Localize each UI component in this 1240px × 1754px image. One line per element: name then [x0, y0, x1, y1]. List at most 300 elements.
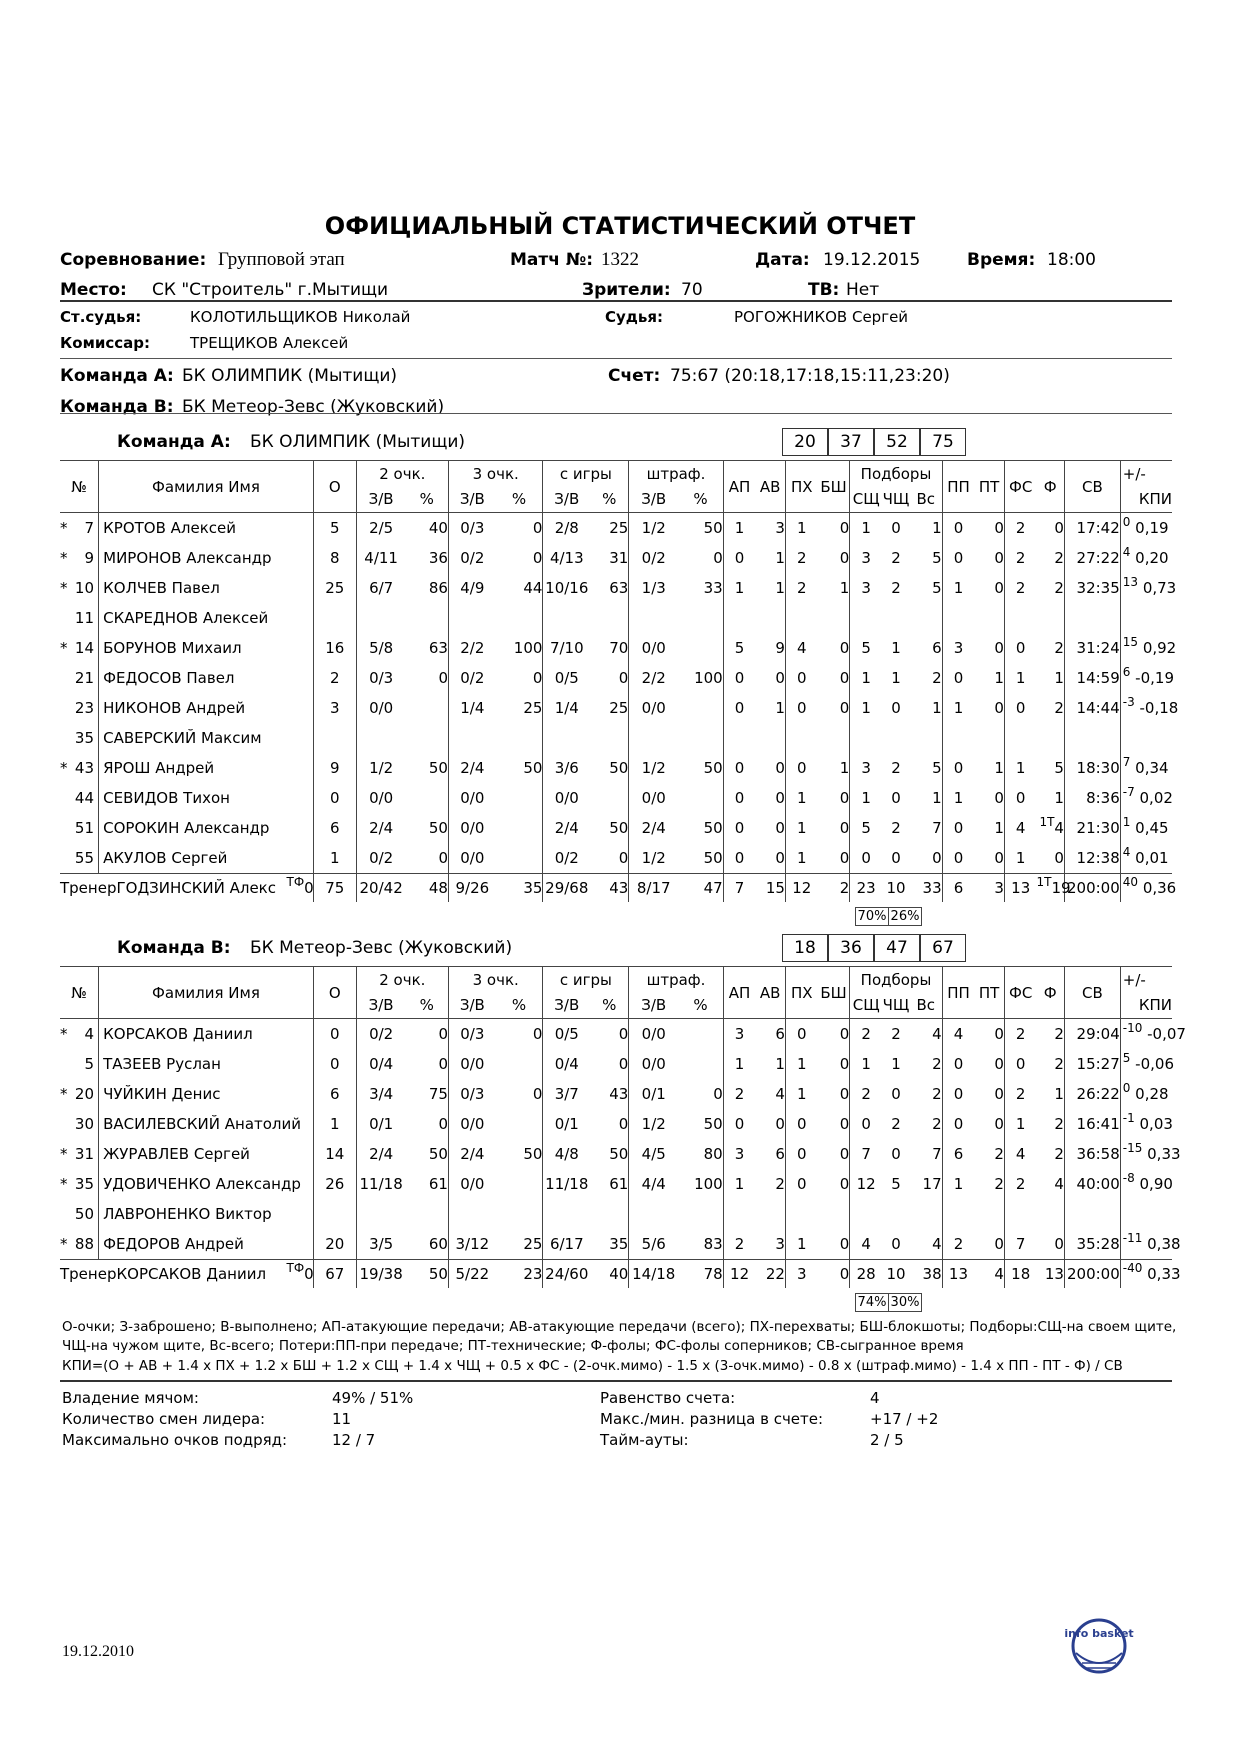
pts-cell: 5 [313, 513, 356, 544]
plus-minus-value: -10 [1122, 1021, 1143, 1035]
three-pt-pct-cell: 50 [496, 753, 543, 783]
col-pp-header: ПП [942, 967, 974, 1019]
dreb-cell: 0 [861, 849, 871, 867]
dreb-cell: 1 [861, 699, 871, 717]
technical-fouls-label: ТФ [286, 1261, 305, 1275]
player-number: 35 [74, 729, 94, 747]
plus-minus-value: -15 [1122, 1141, 1143, 1155]
stl-cell: 0 [797, 759, 807, 777]
two-pt-pct-cell: 36 [406, 543, 449, 573]
stl-cell: 3 [785, 1260, 817, 1289]
three-pt-pct-cell: 25 [496, 693, 543, 723]
date-label: Дата: [755, 250, 810, 270]
ft-pct-cell [678, 603, 723, 633]
kpi-value: -0,07 [1142, 1025, 1186, 1043]
ft-cell [629, 723, 678, 753]
player-name: КОРСАКОВ Даниил [99, 1019, 314, 1050]
ft-cell: 0/2 [641, 549, 666, 567]
lead-changes-value: 11 [332, 1410, 352, 1428]
dreb-cell: 28 [850, 1260, 882, 1289]
fs-cell: 2 [1015, 519, 1026, 537]
fg-pct-cell: 0 [590, 1049, 629, 1079]
fs-cell: 1 [1015, 1115, 1026, 1133]
pts-cell: 25 [313, 573, 356, 603]
two-pt-pct-cell [406, 603, 449, 633]
pts-cell: 9 [313, 753, 356, 783]
two-pt-pct-cell [406, 783, 449, 813]
plus-minus-value: 0 [1122, 515, 1131, 529]
blk-cell [818, 603, 850, 633]
player-no-cell [60, 633, 99, 663]
asv-cell: 6 [755, 1139, 785, 1169]
player-number: 23 [74, 699, 94, 717]
two-pt-pct-cell: 50 [406, 1260, 449, 1289]
ft-cell: 0/0 [641, 1055, 666, 1073]
two-pt-pct-cell: 48 [406, 874, 449, 903]
ft-cell: 2/2 [641, 669, 666, 687]
fg-cell: 0/5 [554, 1025, 579, 1043]
ft-cell: 14/18 [629, 1260, 678, 1289]
pts-cell: 8 [313, 543, 356, 573]
fg-pct-cell [590, 1199, 629, 1229]
team-b-label: Команда В: [60, 397, 174, 417]
header-row [60, 461, 1172, 487]
team-a-q3: 52 [874, 428, 920, 456]
pts-cell: 26 [313, 1169, 356, 1199]
min-cell: 8:36 [1064, 783, 1120, 813]
player-no-cell [60, 693, 99, 723]
treb-cell: 5 [910, 753, 942, 783]
fouls-cell: 2 [1037, 1139, 1065, 1169]
fs-cell: 13 [1004, 874, 1036, 903]
blk-cell: 0 [818, 1079, 850, 1109]
treb-cell: 33 [910, 874, 942, 903]
treb-cell: 4 [910, 1229, 942, 1260]
asv-cell [755, 723, 785, 753]
blk-cell: 1 [818, 753, 850, 783]
plus-minus-value: 7 [1122, 755, 1131, 769]
min-cell: 40:00 [1064, 1169, 1120, 1199]
fouls-cell: 2 [1037, 573, 1065, 603]
col-2pt-header: 2 очк. [356, 967, 448, 993]
infobasket-logo [1064, 1615, 1134, 1677]
pp-cell: 0 [953, 849, 964, 867]
player-row [60, 1169, 1172, 1199]
chief-referee-label: Ст.судья: [60, 308, 142, 326]
col-stl-header: ПХ [785, 461, 817, 513]
oreb-cell [882, 1199, 910, 1229]
three-pt-pct-cell: 35 [496, 874, 543, 903]
three-pt-pct-cell: 0 [496, 543, 543, 573]
player-no-cell [60, 753, 99, 783]
fs-cell: 2 [1015, 579, 1026, 597]
ast-cell: 0 [734, 789, 745, 807]
col-name-header: Фамилия Имя [99, 967, 314, 1019]
player-no-cell [60, 723, 99, 753]
fouls-cell [1037, 603, 1065, 633]
fg-pct-cell: 63 [590, 573, 629, 603]
col-ast-header: АП [723, 461, 755, 513]
asv-cell: 0 [755, 783, 785, 813]
team-a-q4: 75 [920, 428, 966, 456]
ft-cell: 2/4 [641, 819, 666, 837]
match-label: Матч №: [510, 250, 594, 270]
col-blk-header: БШ [818, 461, 850, 513]
player-no-cell [60, 1049, 99, 1079]
min-cell: 35:28 [1064, 1229, 1120, 1260]
header-row [60, 967, 1172, 993]
two-pt-pct-cell: 50 [406, 1139, 449, 1169]
ast-cell [723, 603, 755, 633]
team-a-oreb-pct: 26% [888, 907, 922, 926]
fg-pct-cell: 70 [590, 633, 629, 663]
pm-kpi-cell [1120, 1019, 1186, 1050]
pp-cell: 4 [953, 1025, 964, 1043]
asv-cell: 1 [755, 573, 785, 603]
ft-pct-cell [678, 693, 723, 723]
stl-cell [785, 603, 817, 633]
referee-value: РОГОЖНИКОВ Сергей [734, 308, 909, 326]
timeouts-value: 2 / 5 [870, 1431, 904, 1449]
player-number: 50 [74, 1205, 94, 1223]
starter-mark: * [60, 1235, 68, 1253]
col-pct-header: % [406, 993, 449, 1019]
pp-cell: 2 [953, 1235, 964, 1253]
fg-pct-cell: 50 [590, 753, 629, 783]
player-row [60, 633, 1172, 663]
fs-cell [1004, 1199, 1036, 1229]
coach-label: Тренер [60, 1265, 117, 1283]
player-name: МИРОНОВ Александр [99, 543, 314, 573]
possession-label: Владение мячом: [62, 1389, 199, 1407]
player-name: ТАЗЕЕВ Руслан [99, 1049, 314, 1079]
fg-pct-cell [590, 723, 629, 753]
col-pct-header: % [496, 993, 543, 1019]
fouls-cell: 4 [1037, 1169, 1065, 1199]
competition-value: Групповой этап [218, 249, 345, 270]
plus-minus-value: 15 [1122, 635, 1139, 649]
pp-cell [942, 723, 974, 753]
three-pt-cell: 1/4 [460, 699, 485, 717]
ast-cell: 1 [734, 519, 745, 537]
two-pt-cell: 0/0 [369, 789, 394, 807]
fs-cell: 0 [1015, 639, 1026, 657]
blk-cell: 0 [818, 1049, 850, 1079]
player-row [60, 813, 1172, 843]
col-pt-header: ПТ [974, 461, 1004, 513]
player-row [60, 843, 1172, 874]
col-blk-header: БШ [818, 967, 850, 1019]
asv-cell: 0 [755, 1109, 785, 1139]
ft-cell: 8/17 [629, 874, 678, 903]
ft-pct-cell: 50 [678, 1109, 723, 1139]
team-b-q3: 47 [874, 934, 920, 962]
player-no-cell [60, 603, 99, 633]
pp-cell [942, 1199, 974, 1229]
min-cell: 17:42 [1064, 513, 1120, 544]
treb-cell: 5 [910, 573, 942, 603]
score-label: Счет: [608, 366, 661, 386]
team-a-label: Команда А: [60, 366, 174, 386]
fg-pct-cell: 43 [590, 874, 629, 903]
date-value: 19.12.2015 [823, 250, 921, 270]
plus-minus-value: 0 [1122, 1081, 1131, 1095]
asv-cell: 22 [755, 1260, 785, 1289]
kpi-value: 0,03 [1134, 1115, 1173, 1133]
dreb-cell: 2 [861, 1025, 871, 1043]
player-number: 35 [74, 1175, 94, 1193]
pt-cell: 0 [974, 783, 1004, 813]
asv-cell: 15 [755, 874, 785, 903]
pt-cell: 0 [974, 1079, 1004, 1109]
dreb-cell: 4 [861, 1235, 871, 1253]
two-pt-pct-cell: 0 [406, 843, 449, 874]
three-pt-cell [448, 723, 495, 753]
fg-cell: 2/4 [554, 819, 579, 837]
min-cell: 18:30 [1064, 753, 1120, 783]
fs-cell: 18 [1004, 1260, 1036, 1289]
kpi-value: 0,73 [1138, 579, 1177, 597]
asv-cell [755, 603, 785, 633]
ties-value: 4 [870, 1389, 880, 1407]
player-no-cell [60, 513, 99, 544]
three-pt-pct-cell [496, 723, 543, 753]
treb-cell: 2 [910, 663, 942, 693]
pts-cell: 3 [313, 693, 356, 723]
ast-cell: 0 [734, 549, 745, 567]
fg-pct-cell: 40 [590, 1260, 629, 1289]
oreb-cell: 2 [891, 1025, 901, 1043]
player-number: 9 [84, 549, 94, 567]
team-a-q2: 37 [828, 428, 874, 456]
ast-cell: 0 [734, 849, 745, 867]
three-pt-pct-cell: 25 [496, 1229, 543, 1260]
ft-pct-cell: 0 [678, 1079, 723, 1109]
fg-pct-cell: 0 [590, 1109, 629, 1139]
three-pt-pct-cell: 50 [496, 1139, 543, 1169]
stl-cell: 12 [785, 874, 817, 903]
blk-cell: 0 [818, 1109, 850, 1139]
pp-cell: 0 [953, 519, 964, 537]
teams-divider [60, 413, 1172, 414]
col-pct-header: % [496, 487, 543, 513]
player-number: 4 [84, 1025, 94, 1043]
min-cell: 15:27 [1064, 1049, 1120, 1079]
two-pt-cell: 4/11 [364, 549, 398, 567]
dreb-cell: 3 [861, 759, 871, 777]
starter-mark: * [60, 1145, 68, 1163]
pt-cell: 2 [974, 1169, 1004, 1199]
fouls-cell [1037, 723, 1065, 753]
pm-kpi-cell [1120, 1260, 1181, 1289]
three-pt-pct-cell: 0 [496, 663, 543, 693]
fouls-cell: 2 [1037, 633, 1065, 663]
blk-cell: 0 [818, 693, 850, 723]
col-ft-header: штраф. [629, 967, 723, 993]
ast-cell: 0 [734, 759, 745, 777]
treb-cell: 2 [910, 1079, 942, 1109]
ft-pct-cell [678, 1019, 723, 1050]
min-cell: 27:22 [1064, 543, 1120, 573]
technical-fouls-label: ТФ [286, 875, 305, 889]
treb-cell: 2 [910, 1049, 942, 1079]
player-row [60, 1109, 1172, 1139]
blk-cell: 0 [818, 783, 850, 813]
asv-cell: 0 [755, 813, 785, 843]
pp-cell: 0 [953, 1055, 964, 1073]
player-name: НИКОНОВ Андрей [99, 693, 314, 723]
col-made-att-header: З/В [629, 487, 678, 513]
ft-cell [629, 603, 678, 633]
fs-cell: 2 [1015, 1175, 1026, 1193]
blk-cell: 1 [818, 573, 850, 603]
kpi-value: 0,02 [1134, 789, 1173, 807]
col-f-header: Ф [1037, 967, 1065, 1019]
player-name: АКУЛОВ Сергей [99, 843, 314, 874]
fs-cell: 1 [1015, 849, 1026, 867]
player-name: КРОТОВ Алексей [99, 513, 314, 544]
fouls-cell [1037, 1199, 1065, 1229]
col-asv-header: АВ [755, 461, 785, 513]
col-min-header: СВ [1064, 967, 1120, 1019]
fs-cell [1004, 723, 1036, 753]
pt-cell: 0 [974, 1019, 1004, 1050]
starter-mark: * [60, 639, 68, 657]
two-pt-cell: 3/4 [369, 1085, 394, 1103]
pts-cell: 0 [313, 1049, 356, 1079]
max-diff-value: +17 / +2 [870, 1410, 939, 1428]
fouls-cell: 2 [1037, 543, 1065, 573]
pts-cell: 14 [313, 1139, 356, 1169]
plus-minus-value: 6 [1122, 665, 1131, 679]
treb-cell [910, 723, 942, 753]
col-ast-header: АП [723, 967, 755, 1019]
team-a-value: БК ОЛИМПИК (Мытищи) [182, 366, 398, 386]
ft-cell: 1/3 [641, 579, 666, 597]
pt-cell: 0 [974, 543, 1004, 573]
kpi-value: 0,34 [1130, 759, 1169, 777]
two-pt-cell: 2/5 [369, 519, 394, 537]
kpi-value: -0,06 [1130, 1055, 1174, 1073]
footer-date: 19.12.2010 [62, 1643, 134, 1660]
fs-cell: 4 [1015, 1145, 1026, 1163]
ft-cell: 0/0 [641, 639, 666, 657]
pp-cell [942, 603, 974, 633]
oreb-cell: 2 [891, 579, 901, 597]
two-pt-cell: 0/3 [369, 669, 394, 687]
fg-cell: 11/18 [545, 1175, 589, 1193]
oreb-cell: 2 [891, 1115, 901, 1133]
three-pt-pct-cell: 23 [496, 1260, 543, 1289]
score-value: 75:67 (20:18,17:18,15:11,23:20) [670, 366, 950, 386]
ft-pct-cell: 80 [678, 1139, 723, 1169]
two-pt-pct-cell: 50 [406, 753, 449, 783]
player-row [60, 693, 1172, 723]
oreb-cell: 1 [891, 1055, 901, 1073]
asv-cell: 0 [755, 663, 785, 693]
col-made-att-header: З/В [629, 993, 678, 1019]
fs-cell: 2 [1015, 1025, 1026, 1043]
oreb-cell: 0 [891, 519, 901, 537]
venue-value: СК "Строитель" г.Мытищи [152, 280, 389, 300]
stl-cell: 4 [797, 639, 807, 657]
player-row [60, 723, 1172, 753]
fs-cell: 2 [1015, 549, 1026, 567]
fs-cell: 2 [1015, 1085, 1026, 1103]
blk-cell: 2 [818, 874, 850, 903]
min-cell: 14:44 [1064, 693, 1120, 723]
treb-cell: 17 [910, 1169, 942, 1199]
header-divider [60, 300, 1172, 302]
three-pt-cell: 0/0 [460, 1055, 485, 1073]
pts-cell: 0 [313, 1019, 356, 1050]
coach-cell [60, 1260, 313, 1289]
pm-kpi-cell [1120, 843, 1172, 874]
spectators-label: Зрители: [582, 280, 671, 300]
two-pt-pct-cell: 86 [406, 573, 449, 603]
coach-label: Тренер [60, 879, 117, 897]
pt-cell: 1 [974, 753, 1004, 783]
col-pct-header: % [590, 487, 629, 513]
oreb-cell [882, 603, 910, 633]
ft-cell: 4/4 [641, 1175, 666, 1193]
stl-cell [785, 723, 817, 753]
dreb-cell [850, 603, 882, 633]
pt-cell: 2 [974, 1139, 1004, 1169]
player-number: 55 [74, 849, 94, 867]
fg-pct-cell: 0 [590, 663, 629, 693]
col-made-att-header: З/В [448, 993, 495, 1019]
kpi-value: 0,45 [1130, 819, 1169, 837]
two-pt-cell: 19/38 [356, 1260, 405, 1289]
team-b-section-name: БК Метеор-Зевс (Жуковский) [250, 938, 513, 958]
two-pt-cell: 0/2 [369, 1025, 394, 1043]
stl-cell: 0 [797, 699, 807, 717]
pp-cell: 0 [953, 819, 964, 837]
ft-pct-cell: 78 [678, 1260, 723, 1289]
starter-mark: * [60, 759, 68, 777]
ft-pct-cell: 50 [678, 813, 723, 843]
commissioner-label: Комиссар: [60, 334, 150, 352]
player-row [60, 513, 1172, 544]
blk-cell: 0 [818, 543, 850, 573]
player-name: ФЕДОСОВ Павел [99, 663, 314, 693]
asv-cell: 3 [755, 513, 785, 544]
player-name: ЯРОШ Андрей [99, 753, 314, 783]
stl-cell: 1 [797, 519, 807, 537]
fouls-cell: 0 [1037, 513, 1065, 544]
pp-cell: 1 [953, 1175, 964, 1193]
fg-pct-cell [590, 603, 629, 633]
min-cell: 200:00 [1064, 1260, 1120, 1289]
oreb-cell: 0 [891, 699, 901, 717]
two-pt-pct-cell: 61 [406, 1169, 449, 1199]
ft-pct-cell: 0 [678, 543, 723, 573]
pts-cell [313, 1199, 356, 1229]
fg-cell: 0/0 [554, 789, 579, 807]
oreb-cell [882, 723, 910, 753]
fg-pct-cell: 35 [590, 1229, 629, 1260]
pts-cell: 20 [313, 1229, 356, 1260]
two-pt-cell: 0/0 [369, 699, 394, 717]
player-no-cell [60, 1169, 99, 1199]
treb-cell: 7 [910, 813, 942, 843]
three-pt-pct-cell [496, 1049, 543, 1079]
col-pm-header: +/- [1120, 967, 1172, 993]
pm-kpi-cell [1120, 513, 1172, 544]
fs-cell: 0 [1015, 1055, 1026, 1073]
col-f-header: Ф [1037, 461, 1065, 513]
